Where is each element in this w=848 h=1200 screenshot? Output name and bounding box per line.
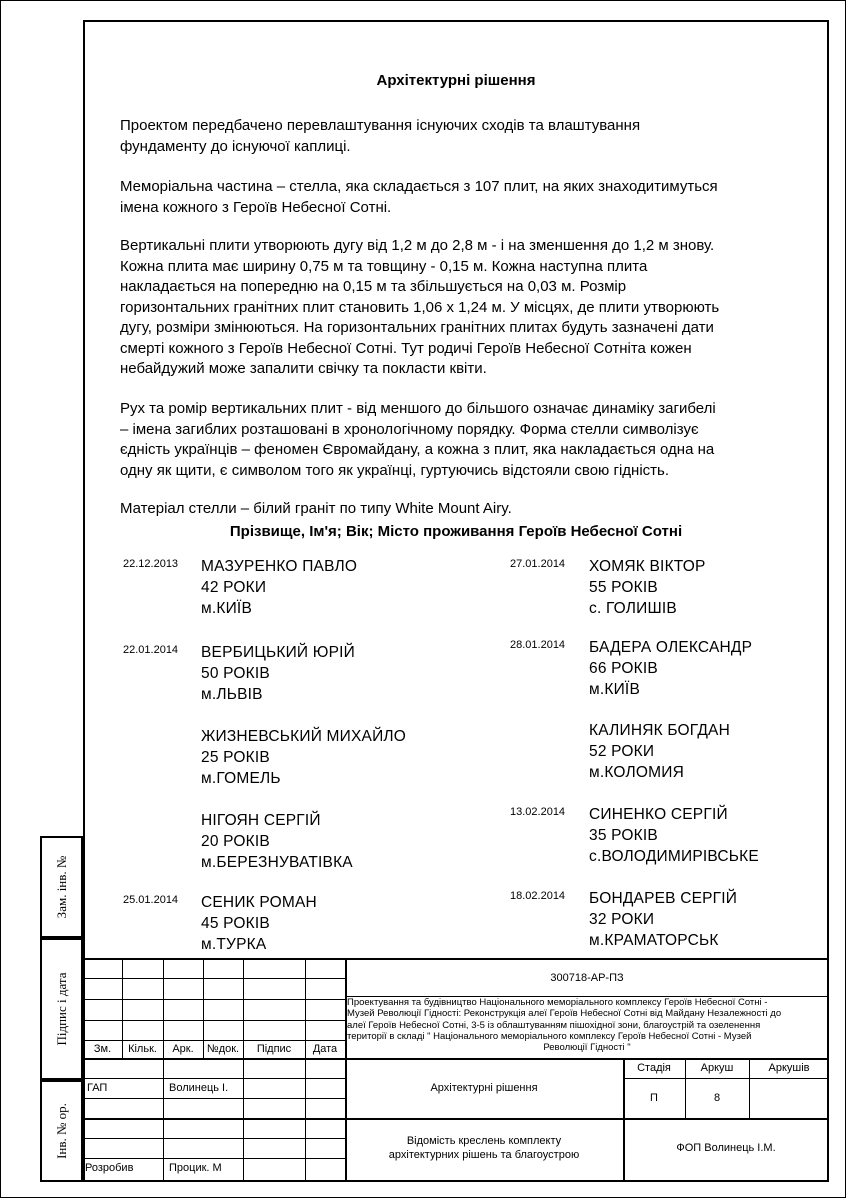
hero-city: м.КОЛОМИЯ	[589, 764, 684, 781]
hero-entry	[589, 888, 737, 951]
paragraph-line: Меморіальна частина – стелла, яка складається з 107 плит, на яких знаходитимуться	[120, 178, 718, 195]
paragraph-line: небайдужий може запалити свічку та покласти квіти.	[120, 360, 487, 377]
hero-entry	[201, 892, 317, 955]
paragraph-line: імена кожного з Героїв Небесної Сотні.	[120, 198, 392, 216]
hero-entry	[201, 642, 355, 705]
developer-label: Розробив	[85, 1162, 134, 1174]
hero-death-date: 27.01.2014	[510, 558, 566, 570]
paragraph-1	[120, 116, 810, 157]
document-title	[345, 1134, 623, 1162]
hero-name: БАДЕРА ОЛЕКСАНДР	[589, 639, 753, 656]
company-name: ФОП Волинець І.М.	[676, 1142, 776, 1154]
stamp-column-header: Підпис	[256, 1043, 292, 1055]
hero-age: 32 РОКИ	[589, 911, 655, 928]
paragraph-line: накладається на попередню на 0,15 м та збільшується на 0,03 м. Розмір	[120, 278, 627, 295]
paragraph-4	[120, 399, 810, 481]
hero-entry	[201, 726, 406, 789]
paragraph-line: дугу, розміри змінюються. На горизонтальних гранітних плитах будуть зазначені дати	[120, 319, 714, 336]
hero-age: 42 РОКИ	[201, 579, 267, 596]
stamp-column-header: Кільк.	[128, 1043, 157, 1055]
section-name: Архітектурні рішення	[430, 1082, 538, 1094]
hero-age: 55 РОКІВ	[589, 579, 658, 596]
title-block	[83, 958, 829, 1182]
hero-entry	[589, 637, 752, 700]
hero-name: КАЛИНЯК БОГДАН	[589, 722, 730, 739]
hero-city: м.ГОМЕЛЬ	[201, 770, 281, 787]
hero-name: МАЗУРЕНКО ПАВЛО	[201, 558, 358, 575]
hero-entry	[201, 810, 353, 873]
hero-death-date: 13.02.2014	[510, 806, 566, 818]
stamp-column-header: Дата	[312, 1043, 338, 1055]
paragraph-3	[120, 236, 810, 380]
project-description-line: алеї Героїв Небесної Сотні, 3-5 із облаштуванням пішохідної зони, благоустрій та озеленення	[347, 1019, 761, 1031]
paragraph-line: фундаменту до існуючої каплиці.	[120, 137, 351, 155]
hero-age: 20 РОКІВ	[201, 833, 270, 850]
side-inv-orig-label: Інв. № ор.	[53, 1103, 69, 1159]
stamp-column-header: №док.	[206, 1043, 240, 1055]
hero-city: м.КИЇВ	[201, 600, 252, 617]
hero-name: ВЕРБИЦЬКИЙ ЮРІЙ	[201, 644, 356, 661]
paragraph-line: горизонтальних гранітних плит становить 1,06 х 1,24 м. У місцях, де плити утворюють	[120, 298, 720, 316]
sheets-header: Аркушів	[768, 1062, 810, 1074]
document-title-line-2: архітектурних рішень та благоустрою	[388, 1149, 580, 1161]
paragraph-line: Матеріал стелли – білий граніт по типу White Mount Airy.	[120, 500, 512, 517]
paragraph-line: – імена загиблих розташовані в хронологічному порядку. Форма стелли символізує	[120, 420, 699, 438]
hero-name: ХОМЯК ВІКТОР	[589, 558, 706, 575]
side-inv-orig	[40, 1080, 83, 1182]
stamp-column-header: Зм.	[93, 1043, 112, 1055]
hero-city: с.ВОЛОДИМИРІВСЬКЕ	[589, 848, 759, 865]
paragraph-line: смерті кожного з Героїв Небесної Сотні. Тут родичі Героїв Небесної Сотніта кожен	[120, 339, 692, 357]
hero-name: СЕНИК РОМАН	[201, 894, 317, 911]
hero-entry	[589, 804, 759, 867]
side-zam-inv	[40, 836, 83, 938]
hero-death-date: 22.01.2014	[123, 644, 179, 656]
hero-age: 52 РОКИ	[589, 743, 655, 760]
hero-age: 50 РОКІВ	[201, 665, 270, 682]
project-description-line: Революції Гідності "	[543, 1042, 631, 1054]
hero-age: 45 РОКІВ	[201, 915, 270, 932]
gap-name: Волинець І.	[169, 1082, 229, 1094]
hero-city: с. ГОЛИШІВ	[589, 600, 677, 617]
hero-death-date: 25.01.2014	[123, 894, 179, 906]
side-pidpys	[40, 938, 83, 1080]
side-pidpys-label: Підпис і дата	[53, 972, 69, 1046]
paragraph-line: Кожна плита має ширину 0,75 м та товщину - 0,15 м. Кожна наступна плита	[120, 257, 648, 275]
hero-city: м.ТУРКА	[201, 936, 267, 953]
heroes-list-title: Прізвище, Ім'я; Вік; Місто проживання Героїв Небесної Сотні	[229, 523, 683, 540]
hero-city: м.ЛЬВІВ	[201, 686, 263, 703]
document-title-line-1: Відомість креслень комплекту	[406, 1135, 562, 1147]
hero-age: 35 РОКІВ	[589, 827, 658, 844]
hero-entry	[589, 556, 706, 619]
hero-death-date: 28.01.2014	[510, 639, 566, 651]
project-description-line: Проектування та будівництво Національного меморіального комплексу Героїв Небесної Сотні -	[347, 997, 768, 1008]
developer-name: Процик. М	[169, 1162, 222, 1174]
hero-entry	[201, 556, 357, 619]
stage-header: Стадія	[637, 1062, 671, 1074]
hero-name: НІГОЯН СЕРГІЙ	[201, 812, 321, 829]
page-title: Архітектурні рішення	[376, 72, 536, 89]
gap-label: ГАП	[87, 1082, 108, 1094]
project-description-line: Музей Революції Гідності: Реконструкція алеї Героїв Небесної Сотні від Майдану Незалежності до	[347, 1008, 782, 1020]
paragraph-line: Рух та ромір вертикальних плит - від меншого до більшого означає динаміку загибелі	[120, 400, 716, 417]
hero-name: СИНЕНКО СЕРГІЙ	[589, 806, 728, 823]
paragraph-line: Проектом передбачено перевлаштування існуючих сходів та влаштування	[120, 117, 641, 134]
document-code: 300718-АР-ПЗ	[550, 972, 624, 984]
paragraph-line: єдність українців – феномен Євромайдану, а кожна з плит, яка накладається одна на	[120, 441, 715, 458]
paragraph-line: одну як щити, є символом того як українці, гуртуючись відстояли свою гідність.	[120, 461, 670, 479]
hero-age: 25 РОКІВ	[201, 749, 270, 766]
hero-city: м.КРАМАТОРСЬК	[589, 932, 719, 949]
hero-death-date: 18.02.2014	[510, 890, 566, 902]
stamp-column-header: Арк.	[172, 1043, 194, 1055]
paragraph-line: Вертикальні плити утворюють дугу від 1,2 м до 2,8 м - і на зменшення до 1,2 м знову.	[120, 237, 715, 254]
side-zam-inv-label: Зам. інв. №	[53, 855, 69, 919]
project-description-line: території в складі " Національного меморіального комплексу Героїв Небесної Сотні - Музей	[347, 1030, 752, 1042]
hero-name: ЖИЗНЕВСЬКИЙ МИХАЙЛО	[201, 728, 407, 745]
hero-age: 66 РОКІВ	[589, 660, 658, 677]
hero-entry	[589, 720, 730, 783]
hero-death-date: 22.12.2013	[123, 558, 179, 570]
sheet-header: Аркуш	[700, 1062, 734, 1074]
sheet-value: 8	[713, 1092, 721, 1104]
hero-city: м.БЕРЕЗНУВАТІВКА	[201, 854, 353, 871]
stage-value: П	[650, 1092, 658, 1104]
hero-name: БОНДАРЕВ СЕРГІЙ	[589, 890, 738, 907]
hero-city: м.КИЇВ	[589, 681, 640, 698]
paragraph-2	[120, 177, 810, 218]
paragraph-5	[120, 499, 810, 520]
